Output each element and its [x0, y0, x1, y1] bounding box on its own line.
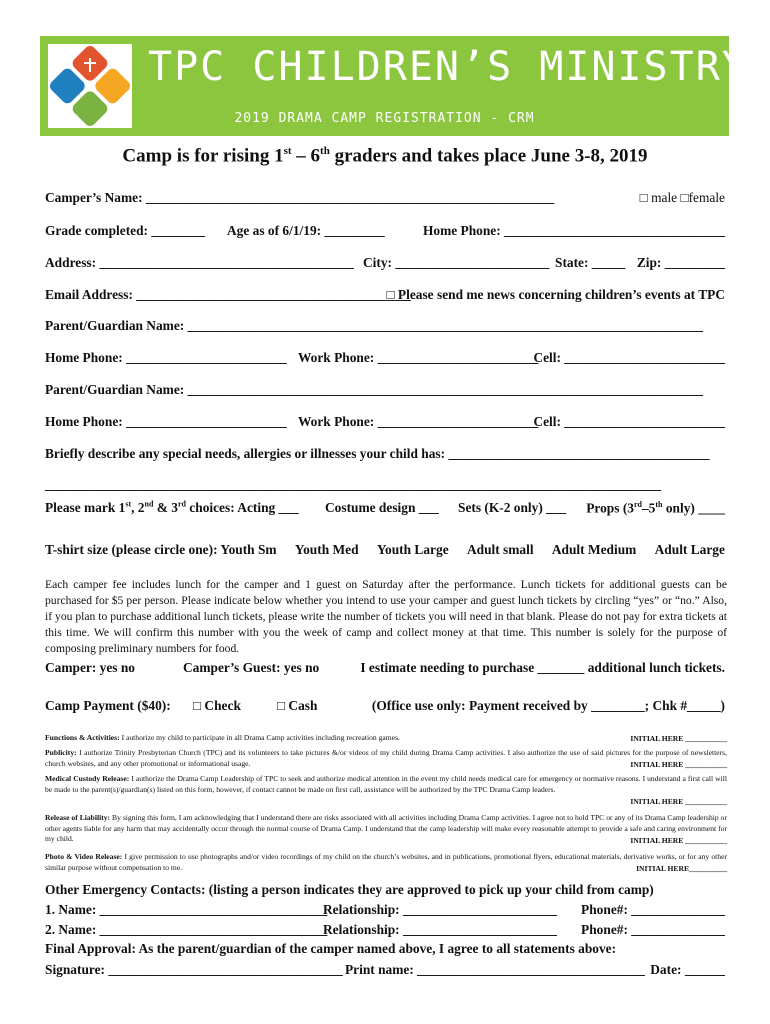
grade-field[interactable]: Grade completed: ________	[45, 223, 205, 238]
initial-liability-field[interactable]: INITIAL HERE ___________	[626, 836, 727, 847]
parent2-phones-row	[45, 414, 725, 430]
print-name-field[interactable]: Print name: __________________________________	[345, 962, 645, 977]
tshirt-option-adult-large[interactable]: Adult Large	[654, 542, 725, 557]
lunch-row	[45, 660, 725, 676]
tshirt-option-youth-med[interactable]: Youth Med	[294, 542, 359, 557]
registration-subtitle: 2019 DRAMA CAMP REGISTRATION - CRM	[234, 111, 535, 126]
parent1-name-field[interactable]: Parent/Guardian Name: _____________________________________________________________________________	[45, 318, 704, 333]
final-approval-text: Final Approval: As the parent/guardian of the camper named above, I agree to all statements above:	[45, 941, 617, 956]
release-liability: Release of Liability: By signing this form, I am acknowledging that I understand there are risks associated with all activities including Drama Camp activities. I agree not to hold TPC or any of its Drama Camp leadership or other agents liable for any harm that may accidentally occur through the normal course of Drama Camp. I understand that the camp leadership will make every reasonable attempt to provide a safe and caring environment for my child. INITIAL HERE ___________	[45, 813, 727, 845]
email-row	[45, 287, 725, 303]
date-field[interactable]: Date: ______	[650, 962, 725, 977]
gender-checkboxes[interactable]: □ male □female	[639, 190, 725, 205]
tshirt-row	[45, 542, 725, 558]
tshirt-option-youth-large[interactable]: Youth Large	[376, 542, 449, 557]
emergency2-relationship-field[interactable]: Relationship: _______________________	[323, 922, 557, 937]
lunch-estimate-field[interactable]: I estimate needing to purchase _______ additional lunch tickets.	[360, 660, 725, 675]
home-phone2-field[interactable]: Home Phone: ________________________	[45, 414, 287, 429]
address-field[interactable]: Address: ______________________________________	[45, 255, 354, 270]
emergency1-name-field[interactable]: 1. Name: __________________________________	[45, 902, 328, 917]
emergency2-phone-field[interactable]: Phone#: ______________	[581, 922, 725, 937]
guest-lunch-choice[interactable]: Camper’s Guest: yes no	[183, 660, 320, 675]
address-row	[45, 255, 725, 271]
choices-row	[45, 500, 725, 516]
signature-field[interactable]: Signature: ___________________________________	[45, 962, 343, 977]
tshirt-option-youth-sm[interactable]: T-shirt size (please circle one): Youth Sm	[45, 542, 277, 557]
props-choice[interactable]: Props (3rd–5th only) ____	[586, 500, 725, 516]
city-field[interactable]: City: _______________________	[363, 255, 550, 270]
initial-functions-field[interactable]: INITIAL HERE ___________	[626, 734, 727, 745]
emergency2-name-field[interactable]: 2. Name: __________________________________	[45, 922, 328, 937]
emergency-row-1	[45, 902, 725, 918]
camp-headline: Camp is for rising 1st – 6th graders and takes place June 3-8, 2019	[122, 145, 648, 167]
emergency1-phone-field[interactable]: Phone#: ______________	[581, 902, 725, 917]
news-checkbox[interactable]: □ Please send me news concerning children’s events at TPC	[386, 287, 725, 302]
zip-field[interactable]: Zip: _________	[636, 255, 725, 270]
initial-photo-field[interactable]: INITIAL HERE__________	[632, 864, 727, 875]
tshirt-option-adult-medium[interactable]: Adult Medium	[551, 542, 637, 557]
special-needs-field[interactable]: Briefly describe any special needs, allergies or illnesses your child has: _______________________________________	[45, 446, 710, 461]
initial-publicity-field[interactable]: INITIAL HERE ___________	[626, 760, 727, 771]
release-publicity: Publicity: I authorize Trinity Presbyterian Church (TPC) and its volunteers to take pictures &/or videos of my child during Drama Camp activities. I also authorize the use of said pictures for the purpose of newsletters, church websites, and any other promotional or informational usage. INITIAL HERE ___________	[45, 748, 727, 769]
sets-choice[interactable]: Sets (K-2 only) ___	[458, 500, 567, 515]
cash-checkbox[interactable]: □ Cash	[277, 698, 318, 713]
payment-row	[45, 698, 725, 714]
emergency1-relationship-field[interactable]: Relationship: _______________________	[323, 902, 557, 917]
work-phone2-field[interactable]: Work Phone: ________________________	[298, 414, 539, 429]
lunch-info-paragraph: Each camper fee includes lunch for the camper and 1 guest on Saturday after the performance. Lunch tickets for additional guests can be purchased for $5 per person. Please indicate below whether you intend to use your camper and guest lunch tickets by circling “yes” or “no.” Also, if you plan to purchase additional lunch tickets, please write the number of tickets you will need in that blank. Please do not pay for extra tickets at this time. We will confirm this number with you the week of camp and collect money at that time. This number is solely for the purpose of composing preliminary numbers for food.	[45, 578, 727, 655]
camper-lunch-choice[interactable]: Camper: yes no	[45, 660, 136, 675]
camper-name-field[interactable]: Camper’s Name: _____________________________________________________________	[45, 190, 555, 205]
email-field[interactable]: Email Address: _________________________________________	[45, 287, 411, 302]
special-needs-line[interactable]: ____________________________________________________________________________________________	[45, 477, 661, 492]
release-functions: Functions & Activities: I authorize my child to participate in all Drama Camp activities including recreation games. INITIAL HERE ___________	[45, 733, 727, 743]
header-banner	[40, 36, 748, 136]
cell1-field[interactable]: Cell: ________________________	[533, 350, 725, 365]
emergency-heading: Other Emergency Contacts: (listing a person indicates they are approved to pick up your child from camp)	[45, 882, 654, 897]
costume-choice[interactable]: Costume design ___	[325, 500, 439, 515]
cell2-field[interactable]: Cell: ________________________	[533, 414, 725, 429]
state-field[interactable]: State: _____	[555, 255, 626, 270]
parent1-phones-row	[45, 350, 725, 366]
age-field[interactable]: Age as of 6/1/19: _________	[227, 223, 385, 238]
release-photo-video: Photo & Video Release: I give permission to use photographs and/or video recordings of my child on the church’s websites, and in publications, promotional flyers, educational materials, derivative works, or for any other similar purpose without compensation to me. INITIAL HERE__________	[45, 852, 727, 873]
camper-name-row	[45, 190, 725, 206]
signature-row	[45, 962, 725, 978]
work-phone1-field[interactable]: Work Phone: ________________________	[298, 350, 539, 365]
home-phone1-field[interactable]: Home Phone: ________________________	[45, 350, 287, 365]
release-medical: Medical Custody Release: I authorize the Drama Camp Leadership of TPC to seek and authorize medical attention in the event my child needs medical care for emergency or normative reasons. I understand a first call will be made to the parent(s)/guardian(s) listed on this form, however, if contact cannot be made on first call, assistance will be authorized by the TPC Drama Camp leaders. INITIAL HERE ___________	[45, 774, 727, 806]
grade-row	[45, 223, 725, 239]
office-use-field: (Office use only: Payment received by ________; Chk #_____)	[371, 698, 725, 713]
payment-label: Camp Payment ($40):	[45, 698, 171, 713]
check-checkbox[interactable]: □ Check	[193, 698, 241, 713]
parent2-name-field[interactable]: Parent/Guardian Name: _____________________________________________________________________________	[45, 382, 704, 397]
tshirt-option-adult-small[interactable]: Adult small	[466, 542, 534, 557]
home-phone-field[interactable]: Home Phone: _________________________________	[422, 223, 725, 238]
choices-label: Please mark 1st, 2nd & 3rd choices: Acting ___	[45, 500, 299, 516]
ministry-title: TPC CHILDREN’S MINISTRY	[148, 44, 748, 90]
emergency-row-2	[45, 922, 725, 938]
initial-medical-field[interactable]: INITIAL HERE ___________	[626, 797, 727, 808]
